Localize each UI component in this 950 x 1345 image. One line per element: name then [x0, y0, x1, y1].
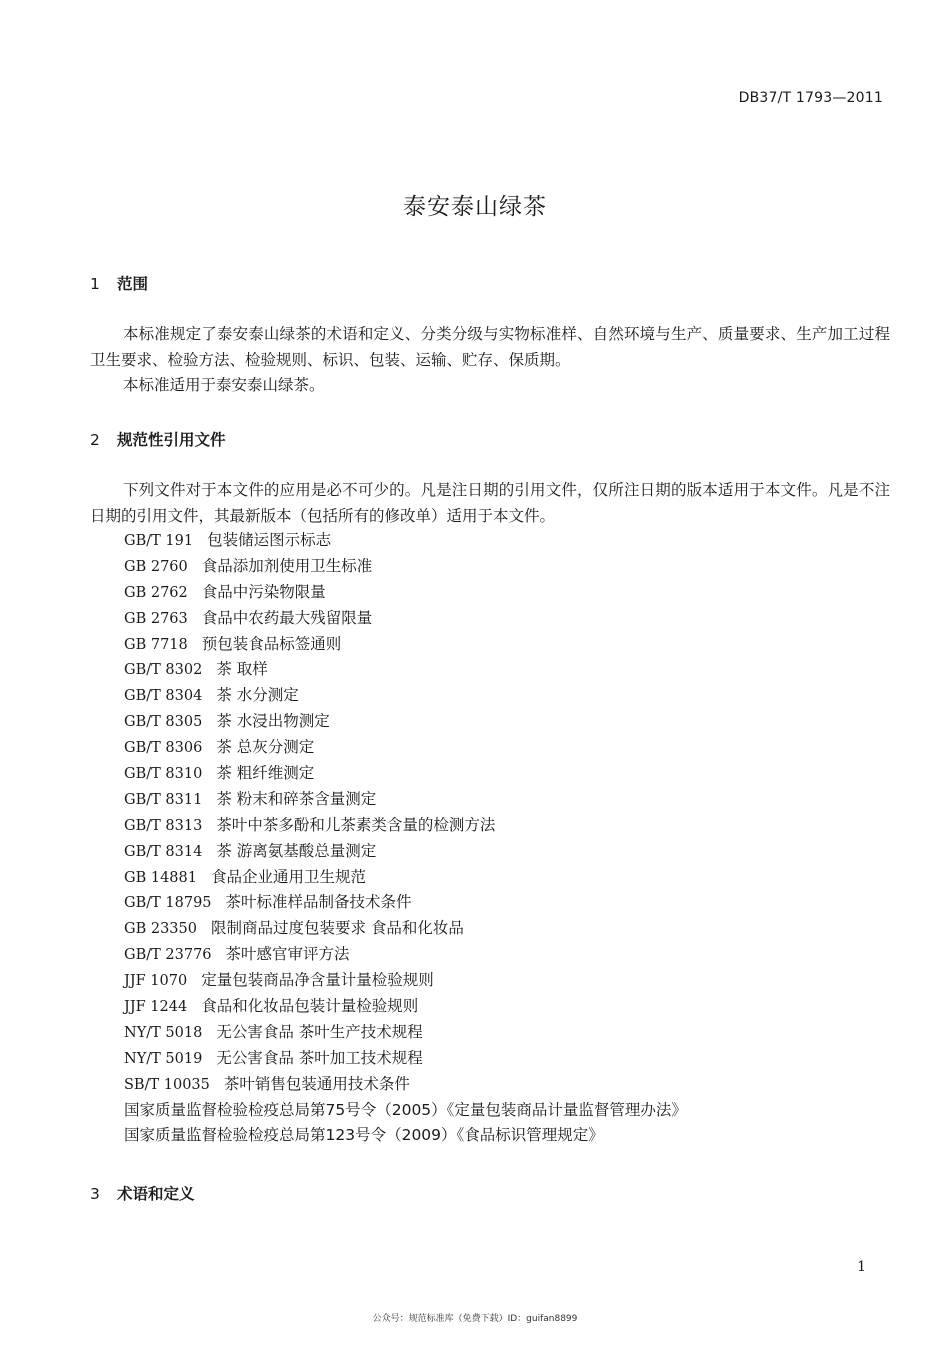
reference-item	[124, 787, 687, 813]
reference-code: GB 7718	[124, 636, 188, 653]
reference-item	[124, 1020, 687, 1046]
reference-title: 茶 水浸出物测定	[216, 712, 330, 731]
reference-title: 预包装食品标签通则	[201, 634, 342, 653]
reference-item	[124, 994, 687, 1020]
reference-item	[124, 865, 687, 891]
reference-title: 无公害食品 茶叶加工技术规程	[216, 1048, 423, 1067]
reference-code: GB/T 191	[124, 533, 194, 549]
reference-item	[124, 813, 687, 839]
reference-title: 无公害食品 茶叶生产技术规程	[216, 1022, 423, 1041]
reference-list	[124, 528, 687, 1149]
reference-item	[124, 580, 687, 606]
reference-title: 限制商品过度包装要求 食品和化妆品	[210, 919, 464, 938]
reference-code: JJF 1070	[124, 973, 188, 990]
reference-title: 茶 总灰分测定	[216, 738, 315, 757]
reference-item	[124, 942, 687, 968]
footer-watermark-text: 公众号：规范标准库（免费下载）ID：guifan8899	[372, 1314, 578, 1324]
scope-paragraph-1: 本标准规定了泰安泰山绿茶的术语和定义、分类分级与实物标准样、自然环境与生产、质量要求、生产加工过程卫生要求、检验方法、检验规则、标识、包装、运输、贮存、保质期。	[90, 325, 890, 369]
reference-code: GB/T 18795	[124, 895, 212, 912]
reference-item	[124, 761, 687, 787]
reference-title: 茶叶感官审评方法	[225, 945, 350, 964]
document-title: 泰安泰山绿茶	[403, 194, 547, 220]
reference-item	[124, 916, 687, 942]
reference-code: GB/T 8314	[124, 843, 203, 860]
reference-title: 国家质量监督检验检疫总局第123号令（2009）《食品标识管理规定》	[124, 1126, 604, 1145]
reference-title: 茶叶销售包装通用技术条件	[223, 1074, 410, 1093]
reference-title: 食品和化妆品包装计量检验规则	[201, 997, 419, 1016]
reference-code: GB/T 8311	[124, 791, 203, 808]
reference-item	[124, 839, 687, 865]
reference-item	[124, 1072, 687, 1098]
reference-title: 国家质量监督检验检疫总局第75号令（2005）《定量包装商品计量监督管理办法》	[124, 1100, 687, 1119]
reference-code: GB/T 8304	[124, 688, 203, 705]
reference-code: NY/T 5018	[124, 1024, 203, 1041]
section-heading-normative	[90, 428, 226, 450]
reference-code: GB/T 8313	[124, 817, 203, 834]
section-heading-scope	[90, 272, 148, 294]
scope-paragraph-2: 本标准适用于泰安泰山绿茶。	[123, 376, 325, 394]
reference-code: GB/T 8305	[124, 714, 203, 731]
reference-item	[124, 657, 687, 683]
reference-item	[124, 554, 687, 580]
reference-item	[124, 683, 687, 709]
reference-code: GB/T 8306	[124, 740, 203, 757]
reference-code: NY/T 5019	[124, 1050, 203, 1067]
section-title: 范围	[117, 275, 149, 293]
reference-title: 茶 粗纤维测定	[216, 764, 315, 783]
section-title: 规范性引用文件	[117, 431, 226, 449]
reference-item	[124, 1098, 687, 1124]
reference-code: SB/T 10035	[124, 1076, 210, 1093]
section-title: 术语和定义	[117, 1185, 195, 1203]
reference-title: 食品添加剂使用卫生标准	[201, 556, 373, 575]
reference-item	[124, 1123, 687, 1149]
reference-title: 食品中污染物限量	[201, 582, 326, 601]
reference-title: 定量包装商品净含量计量检验规则	[201, 971, 434, 990]
reference-code: GB 2763	[124, 610, 188, 627]
reference-code: GB 23350	[124, 921, 197, 938]
reference-item	[124, 528, 687, 554]
reference-item	[124, 1046, 687, 1072]
reference-item	[124, 632, 687, 658]
normative-intro-paragraph: 下列文件对于本文件的应用是必不可少的。凡是注日期的引用文件，仅所注日期的版本适用于本文件。凡是不注日期的引用文件，其最新版本（包括所有的修改单）适用于本文件。	[90, 481, 890, 525]
document-code: DB37/T 1793—2011	[738, 90, 883, 106]
reference-code: JJF 1244	[124, 999, 188, 1016]
reference-title: 茶 水分测定	[216, 686, 299, 705]
section-heading-terms	[90, 1182, 195, 1204]
section-number: 1	[90, 275, 100, 293]
reference-title: 茶叶中茶多酚和儿茶素类含量的检测方法	[216, 815, 496, 834]
reference-code: GB/T 23776	[124, 947, 212, 964]
reference-item	[124, 890, 687, 916]
reference-code: GB 2762	[124, 584, 188, 601]
reference-title: 茶 游离氨基酸总量测定	[216, 841, 377, 860]
reference-item	[124, 709, 687, 735]
reference-code: GB/T 8310	[124, 766, 203, 783]
reference-item	[124, 606, 687, 632]
page-number: 1	[857, 1259, 866, 1275]
reference-item	[124, 735, 687, 761]
reference-item	[124, 968, 687, 994]
section-number: 2	[90, 431, 100, 449]
reference-title: 茶 取样	[216, 660, 268, 679]
reference-code: GB/T 8302	[124, 662, 203, 679]
reference-code: GB 14881	[124, 869, 197, 886]
section-number: 3	[90, 1185, 100, 1203]
reference-code: GB 2760	[124, 558, 188, 575]
reference-title: 食品企业通用卫生规范	[210, 867, 366, 886]
reference-title: 包装储运图示标志	[207, 531, 332, 549]
reference-title: 茶 粉末和碎茶含量测定	[216, 789, 377, 808]
reference-title: 茶叶标准样品制备技术条件	[225, 893, 412, 912]
reference-title: 食品中农药最大残留限量	[201, 608, 373, 627]
